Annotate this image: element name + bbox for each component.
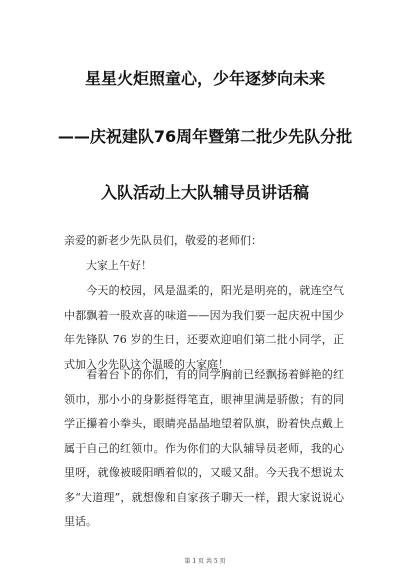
title-line-1: 星星火炬照童心，少年逐梦向未来: [84, 69, 325, 88]
title-line-2: ——庆祝建队76周年暨第二批少先队分批: [57, 127, 353, 146]
paragraph-1-text: 今天的校园，风是温柔的，阳光是明亮的，就连空气中都飘着一股欢喜的味道——因为我们要一起庆祝中国少年先锋队 76 岁的生日，还要欢迎咱们第二批小同学，正式加入少先队这个温暖的大家庭！: [64, 284, 344, 371]
paragraph-2-text: 看着台下的你们，有的同学胸前已经飘扬着鲜艳的红领巾，那小小的身影挺得笔直，眼神里满是骄傲；有的同学正攥着小拳头，眼睛亮晶晶地望着队旗，盼着快点戴上属于自己的红领巾。作为你们的大队辅导员老师，我的心里呀，就像被暖阳晒着似的，又暖又甜。今天我不想说太多“大道理”，就想像和自家孩子聊天一样，跟大家说说心里话。: [64, 368, 344, 528]
greeting-text: 大家上午好！: [86, 259, 152, 272]
salutation: 亲爱的新老少先队员们，敬爱的老师们：: [64, 234, 262, 247]
page-footer: 第 1 页 共 5 页: [184, 558, 226, 565]
title-line-3: 入队活动上大队辅导员讲话稿: [100, 183, 309, 202]
body-paragraph-2: [64, 363, 344, 535]
greeting-paragraph: [64, 254, 344, 279]
